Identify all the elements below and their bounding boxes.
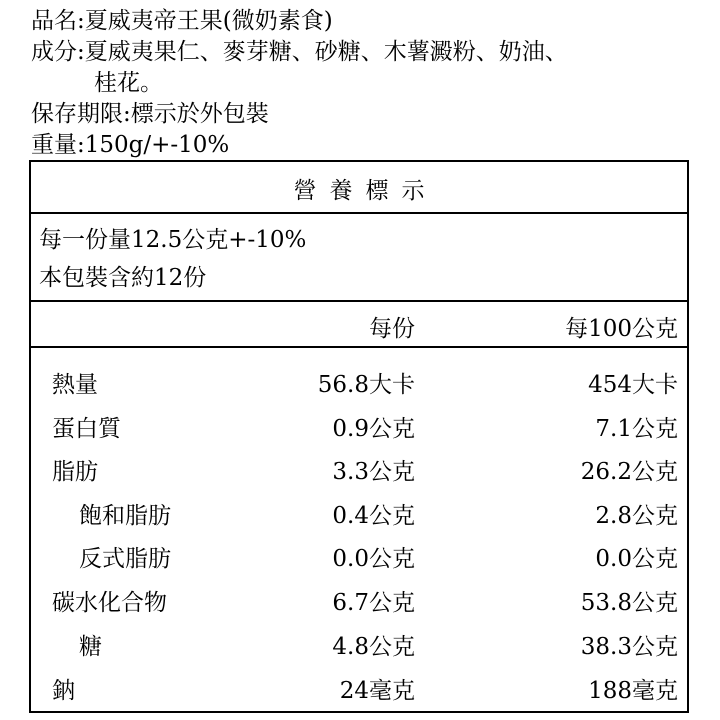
shelf-life-line <box>31 99 701 130</box>
ingredients-text: 夏威夷果仁、麥芽糖、砂糖、木薯澱粉、奶油、 <box>84 39 568 65</box>
nutrient-name: 飽和脂肪 <box>79 503 171 529</box>
shelf-life: 標示於外包裝 <box>130 101 269 127</box>
nutrient-name: 脂肪 <box>52 459 98 485</box>
header-divider <box>31 346 687 348</box>
nutrient-row-saturated-fat <box>31 497 687 527</box>
weight-label: 重量: <box>31 132 85 158</box>
ingredients-label: 成分: <box>31 39 85 65</box>
nutrient-name: 鈉 <box>52 678 75 704</box>
nutrition-title: 營養標示 <box>293 178 438 204</box>
column-header-per-100g: 每100公克 <box>565 316 678 342</box>
per-serving-value: 3.3公克 <box>332 459 415 485</box>
title-divider <box>31 212 687 214</box>
nutrient-name: 熱量 <box>52 372 98 398</box>
ingredients-line <box>31 37 701 68</box>
shelf-life-label: 保存期限: <box>31 101 131 127</box>
weight-value: 150g/+-10% <box>84 132 230 158</box>
per-serving-value: 4.8公克 <box>332 634 415 660</box>
per-serving-value: 0.0公克 <box>332 546 415 572</box>
per-100g-value: 454大卡 <box>588 372 678 398</box>
nutrient-row-energy <box>31 366 687 396</box>
nutrient-name: 糖 <box>79 634 102 660</box>
per-100g-value: 188毫克 <box>588 678 678 704</box>
per-serving-value: 24毫克 <box>339 678 415 704</box>
product-name-label: 品名: <box>31 8 85 34</box>
per-100g-value: 53.8公克 <box>580 590 678 616</box>
product-name: 夏威夷帝王果(微奶素食) <box>84 8 333 34</box>
per-100g-value: 26.2公克 <box>580 459 678 485</box>
per-100g-value: 2.8公克 <box>595 503 678 529</box>
serving-divider <box>31 300 687 302</box>
nutrient-row-sodium <box>31 672 687 702</box>
per-serving-value: 6.7公克 <box>332 590 415 616</box>
column-header-per-serving: 每份 <box>369 316 415 342</box>
per-serving-value: 0.4公克 <box>332 503 415 529</box>
nutrition-facts-table <box>29 160 689 713</box>
nutrient-row-carbohydrate <box>31 584 687 614</box>
per-serving-value: 56.8大卡 <box>317 372 415 398</box>
product-info <box>31 6 701 161</box>
per-100g-value: 7.1公克 <box>595 416 678 442</box>
nutrient-row-sugar <box>31 628 687 658</box>
per-serving-value: 0.9公克 <box>332 416 415 442</box>
nutrient-name: 反式脂肪 <box>79 546 171 572</box>
ingredients-continuation: 桂花。 <box>94 70 163 96</box>
nutrient-row-protein <box>31 410 687 440</box>
per-100g-value: 0.0公克 <box>595 546 678 572</box>
nutrient-row-fat <box>31 453 687 483</box>
serving-size: 每一份量12.5公克+-10% <box>39 227 307 253</box>
product-name-line <box>31 6 701 37</box>
nutrient-name: 碳水化合物 <box>52 590 167 616</box>
nutrient-row-trans-fat <box>31 540 687 570</box>
weight-line <box>31 130 701 161</box>
nutrient-name: 蛋白質 <box>52 416 121 442</box>
per-100g-value: 38.3公克 <box>580 634 678 660</box>
servings-per-pack: 本包裝含約12份 <box>39 265 207 291</box>
